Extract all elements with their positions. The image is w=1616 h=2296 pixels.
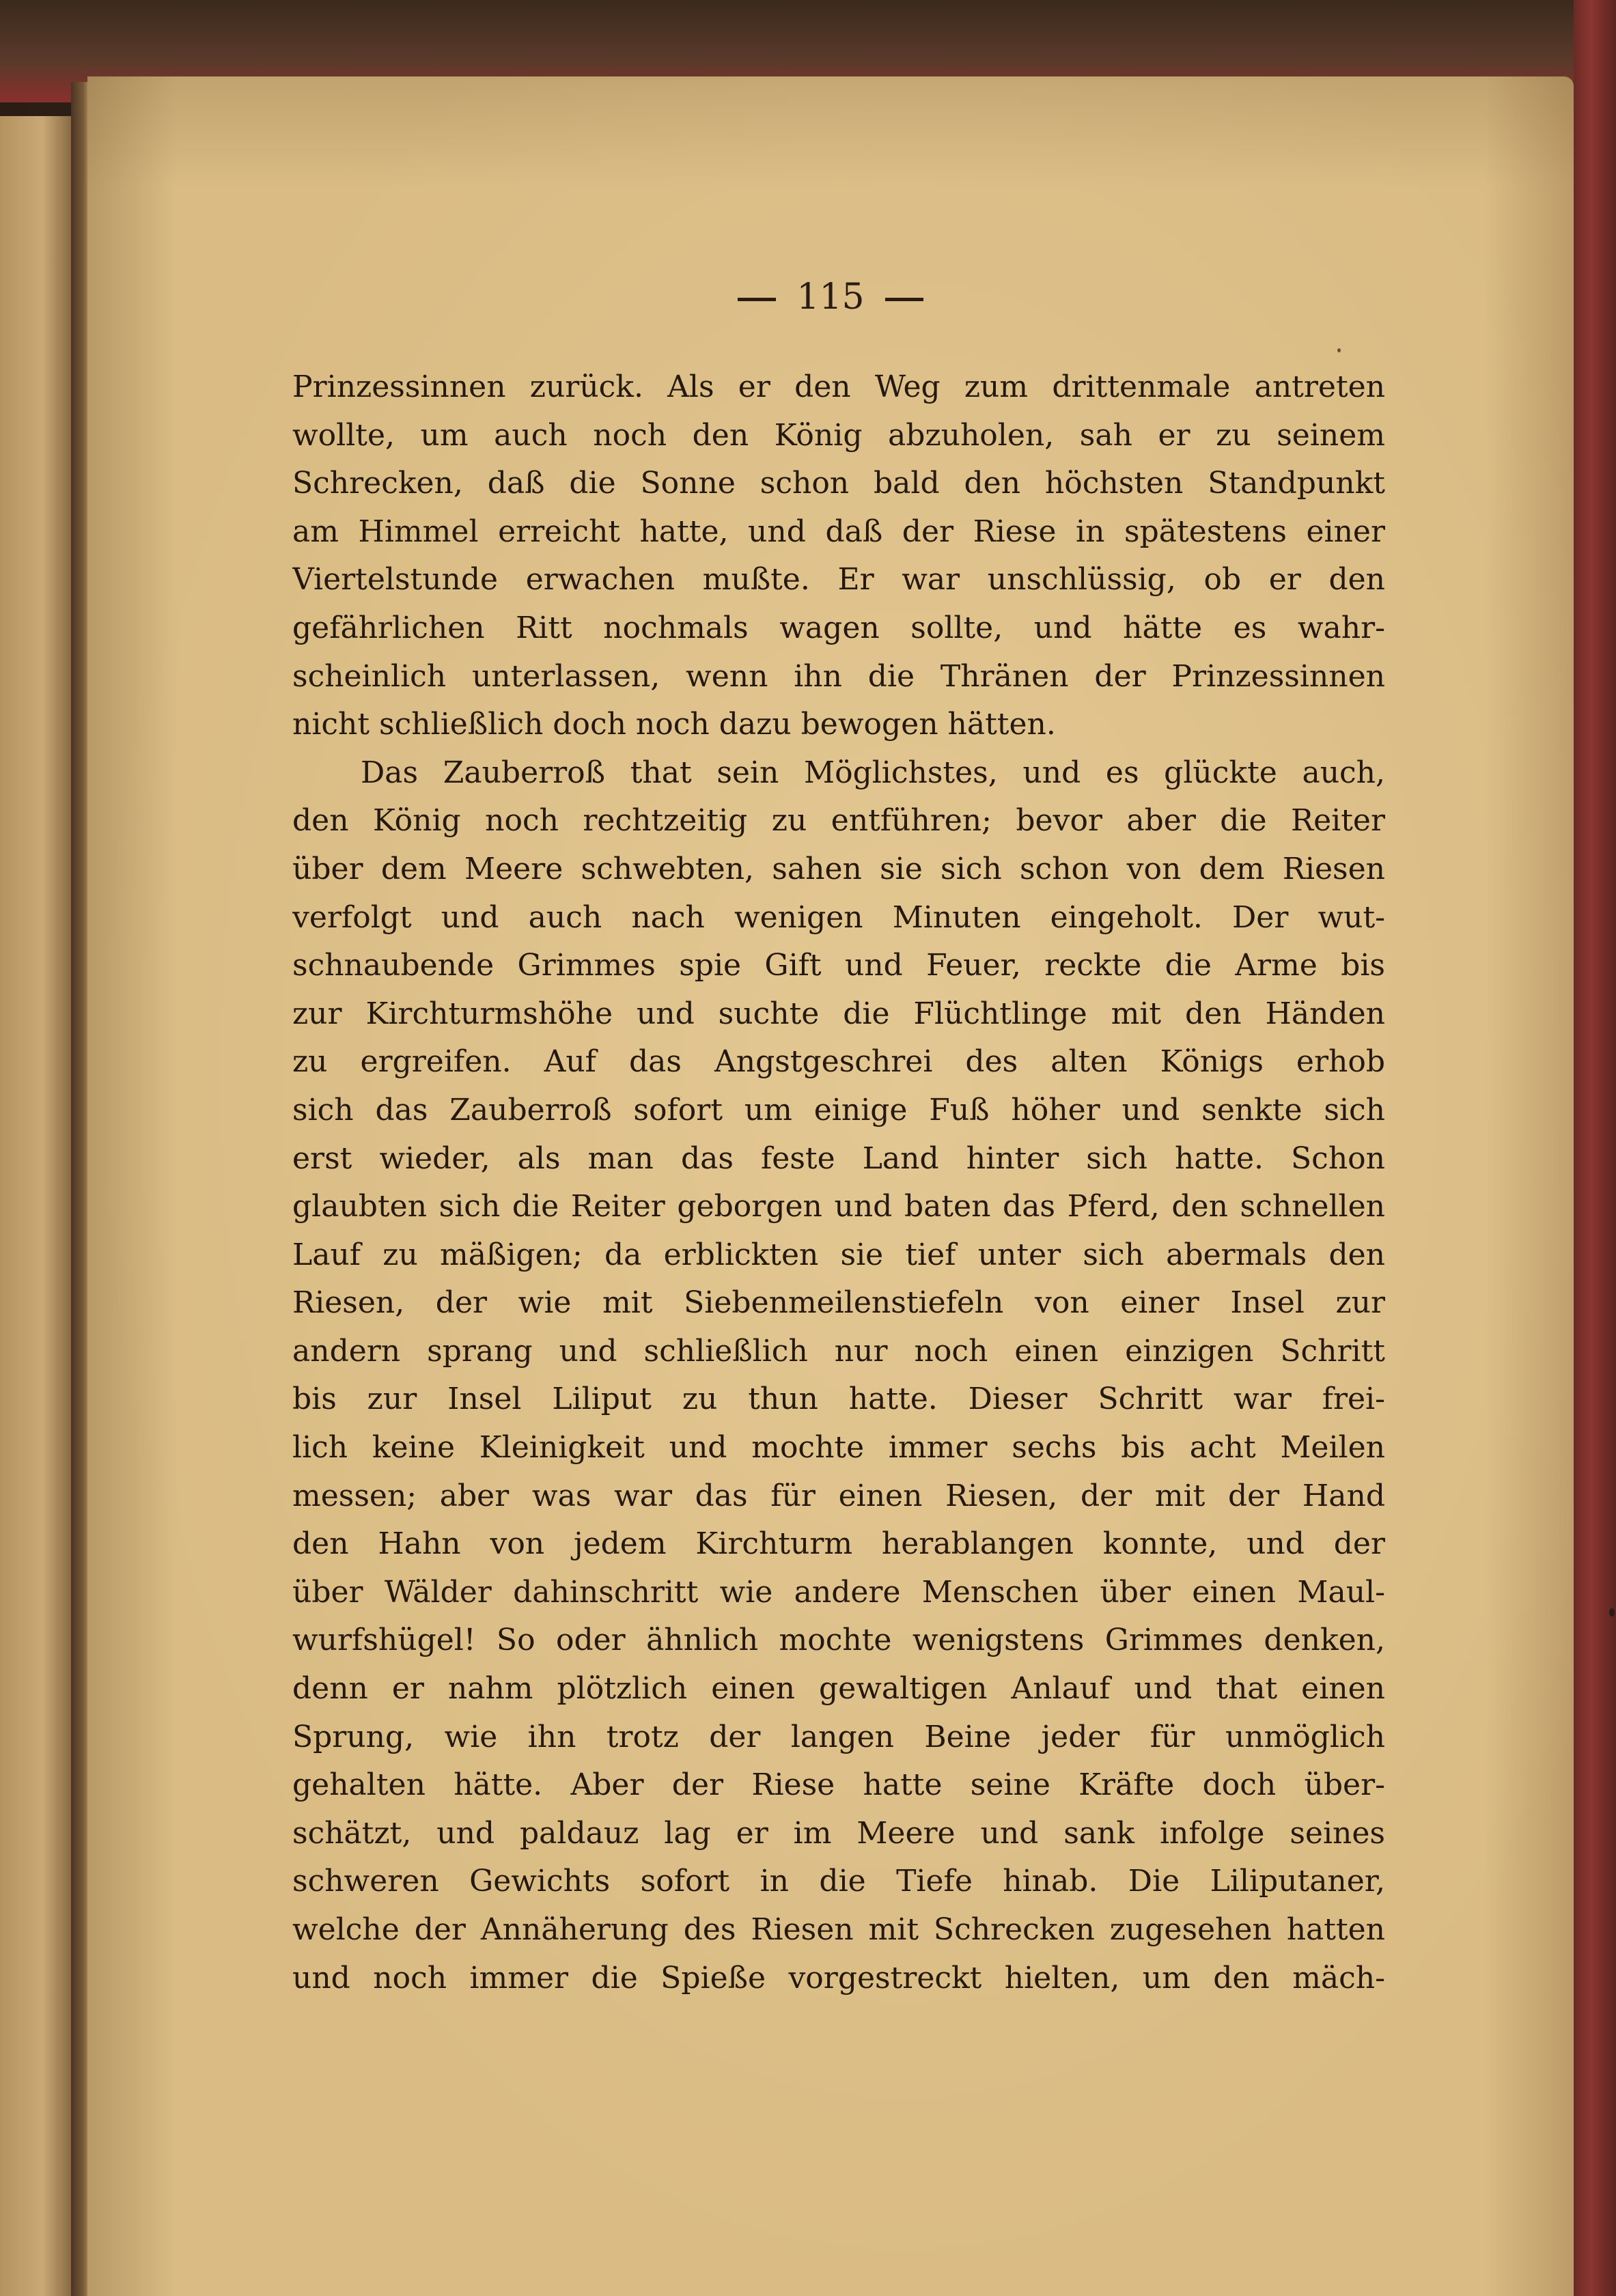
text-line: schnaubende Grimmes spie Gift und Feuer, reckte die Arme bis — [292, 948, 1385, 983]
text-line: am Himmel erreicht hatte, und daß der Riese in spätestens einer — [292, 514, 1385, 549]
text-line: Lauf zu mäßigen; da erblickten sie tief unter sich abermals den — [292, 1237, 1385, 1272]
text-line: Das Zauberroß that sein Möglichstes, und es glückte auch, — [361, 755, 1385, 790]
text-line: Sprung, wie ihn trotz der langen Beine jeder für unmöglich — [292, 1719, 1385, 1754]
text-line: über dem Meere schwebten, sahen sie sich schon von dem Riesen — [292, 851, 1385, 886]
text-line: messen; aber was war das für einen Riesen, der mit der Hand — [292, 1478, 1385, 1513]
text-line: Riesen, der wie mit Siebenmeilenstiefeln von einer Insel zur — [292, 1285, 1385, 1321]
book-gutter — [71, 82, 89, 2296]
text-line: gehalten hätte. Aber der Riese hatte seine Kräfte doch über- — [292, 1767, 1385, 1803]
text-line: Prinzessinnen zurück. Als er den Weg zum drittenmale antreten — [292, 369, 1385, 404]
text-line: erst wieder, als man das feste Land hinter sich hatte. Schon — [292, 1140, 1385, 1176]
text-line: und noch immer die Spieße vorgestreckt hielten, um den mäch- — [292, 1960, 1385, 1996]
page-number-header — [87, 277, 1574, 318]
left-page-edge — [0, 116, 71, 2296]
text-line: schätzt, und paldauz lag er im Meere und sank infolge seines — [292, 1815, 1385, 1851]
page-number: 115 — [796, 277, 865, 318]
text-line: schweren Gewichts sofort in die Tiefe hinab. Die Liliputaner, — [292, 1864, 1385, 1899]
text-line: zu ergreifen. Auf das Angstgeschrei des alten Königs erhob — [292, 1044, 1385, 1080]
text-line: wollte, um auch noch den König abzuholen, sah er zu seinem — [292, 417, 1385, 453]
text-line: lich keine Kleinigkeit und mochte immer sechs bis acht Meilen — [292, 1430, 1385, 1466]
text-line: Schrecken, daß die Sonne schon bald den höchsten Standpunkt — [292, 466, 1385, 501]
text-line: Viertelstunde erwachen mußte. Er war unschlüssig, ob er den — [292, 562, 1385, 598]
text-line: welche der Annäherung des Riesen mit Schrecken zugesehen hatten — [292, 1912, 1385, 1947]
text-line: über Wälder dahinschritt wie andere Menschen über einen Maul- — [292, 1574, 1385, 1610]
paper-speck — [1337, 348, 1341, 352]
text-line: sich das Zauberroß sofort um einige Fuß höher und senkte sich — [292, 1092, 1385, 1128]
paper-speck — [1609, 1608, 1615, 1616]
folio-dash-right — [885, 298, 923, 301]
text-line: scheinlich unterlassen, wenn ihn die Thränen der Prinzessinnen — [292, 658, 1385, 694]
text-line: zur Kirchturmshöhe und suchte die Flüchtlinge mit den Händen — [292, 996, 1385, 1031]
text-line: bis zur Insel Liliput zu thun hatte. Dieser Schritt war frei- — [292, 1382, 1385, 1417]
text-line: gefährlichen Ritt nochmals wagen sollte, und hätte es wahr- — [292, 610, 1385, 645]
folio-dash-left — [738, 298, 776, 301]
text-line: verfolgt und auch nach wenigen Minuten eingeholt. Der wut- — [292, 899, 1385, 935]
text-line: denn er nahm plötzlich einen gewaltigen Anlauf und that einen — [292, 1671, 1385, 1707]
text-line: nicht schließlich doch noch dazu bewogen hätten. — [292, 707, 1056, 742]
text-line: den Hahn von jedem Kirchturm herablangen konnte, und der — [292, 1526, 1385, 1562]
book-page — [87, 76, 1574, 2296]
body-text — [292, 363, 1385, 2002]
text-line: den König noch rechtzeitig zu entführen; bevor aber die Reiter — [292, 803, 1385, 839]
text-line: wurfshügel! So oder ähnlich mochte wenigstens Grimmes denken, — [292, 1623, 1385, 1658]
book-cover-right-edge — [1574, 0, 1616, 2296]
text-line: glaubten sich die Reiter geborgen und baten das Pferd, den schnellen — [292, 1189, 1385, 1224]
text-line: andern sprang und schließlich nur noch einen einzigen Schritt — [292, 1333, 1385, 1369]
